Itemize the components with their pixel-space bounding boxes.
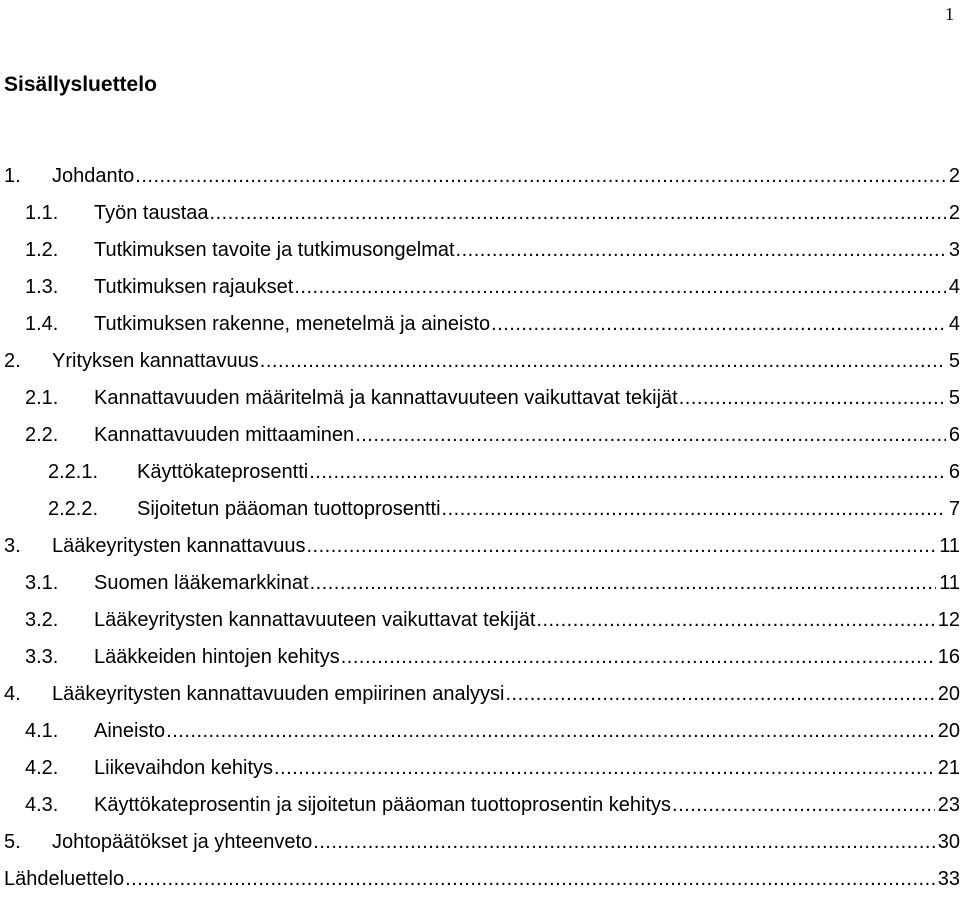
toc-entry-page: 5: [948, 387, 960, 409]
toc-entry[interactable]: [0, 343, 960, 380]
toc-entry-title: Sijoitetun pääoman tuottoprosentti: [137, 491, 441, 528]
toc-title: Sisällysluettelo: [4, 73, 157, 96]
toc-entry-title: Suomen lääkemarkkinat: [94, 565, 309, 602]
dot-leader: [672, 787, 935, 824]
toc-entry-number: 4.1.: [25, 720, 59, 742]
dot-leader: [491, 306, 946, 343]
toc-entry[interactable]: [0, 824, 960, 861]
toc-entry-title: Käyttökateprosentti: [137, 454, 308, 491]
toc-entry-title: Käyttökateprosentin ja sijoitetun pääoman tuottoprosentin kehitys: [94, 787, 671, 824]
toc-entry-number: 4.: [4, 683, 21, 705]
toc-entry-title: Yrityksen kannattavuus: [52, 343, 259, 380]
dot-leader: [294, 269, 946, 306]
toc-entry[interactable]: [0, 750, 960, 787]
toc-entry[interactable]: [0, 639, 960, 676]
toc-entry-page: 4: [948, 313, 960, 335]
toc-entry-page: 4: [948, 276, 960, 298]
dot-leader: [135, 158, 946, 195]
dot-leader: [125, 861, 935, 898]
dot-leader: [210, 195, 946, 232]
toc-entry-title: Tutkimuksen tavoite ja tutkimusongelmat: [94, 232, 455, 269]
toc-entry-number: 5.: [4, 831, 21, 853]
toc-entry-title: Kannattavuuden määritelmä ja kannattavuuteen vaikuttavat tekijät: [94, 380, 678, 417]
toc-entry-title: Tutkimuksen rajaukset: [94, 269, 293, 306]
toc-entry-number: 1.2.: [25, 239, 59, 261]
toc-entry-page: 5: [948, 350, 960, 372]
toc-entry[interactable]: [0, 306, 960, 343]
toc-entry-page: 33: [937, 868, 960, 890]
dot-leader: [456, 232, 946, 269]
toc-entry[interactable]: [0, 269, 960, 306]
dot-leader: [313, 824, 935, 861]
toc-entry[interactable]: [0, 417, 960, 454]
toc-entry-page: 12: [937, 609, 960, 631]
toc-entry-page: 20: [937, 683, 960, 705]
toc-entry-page: 6: [948, 461, 960, 483]
toc-entry-page: 3: [948, 239, 960, 261]
toc-entry-title: Lääkeyritysten kannattavuuden empiirinen analyysi: [52, 676, 505, 713]
toc-entry-number: 1.: [4, 165, 21, 187]
toc-entry-title: Liikevaihdon kehitys: [94, 750, 273, 787]
toc-entry-number: 4.2.: [25, 757, 59, 779]
toc-entry-title: Kannattavuuden mittaaminen: [94, 417, 354, 454]
toc-entry-number: 2.2.: [25, 424, 59, 446]
toc-entry-title: Johdanto: [52, 158, 134, 195]
toc-entry-page: 2: [948, 202, 960, 224]
dot-leader: [679, 380, 946, 417]
dot-leader: [442, 491, 946, 528]
dot-leader: [355, 417, 946, 454]
toc-entry-title: Aineisto: [94, 713, 165, 750]
toc-entry[interactable]: [0, 528, 960, 565]
toc-entry-page: 23: [937, 794, 960, 816]
toc-entry[interactable]: [0, 565, 960, 602]
toc-entry[interactable]: [0, 491, 960, 528]
toc-entry-number: 3.1.: [25, 572, 59, 594]
toc-entry-title: Lääkeyritysten kannattavuus: [52, 528, 306, 565]
toc-entry-number: 2.: [4, 350, 21, 372]
toc-entry-title: Työn taustaa: [94, 195, 209, 232]
toc-entry-page: 21: [937, 757, 960, 779]
toc-entry[interactable]: [0, 602, 960, 639]
toc-entry-number: 2.2.1.: [48, 461, 99, 483]
toc-entry-number: 2.1.: [25, 387, 59, 409]
dot-leader: [341, 639, 935, 676]
toc-entry-title: Lääkeyritysten kannattavuuteen vaikuttavat tekijät: [94, 602, 535, 639]
toc-entry[interactable]: [0, 380, 960, 417]
toc-entry-page: 7: [948, 498, 960, 520]
toc-entry[interactable]: [0, 454, 960, 491]
dot-leader: [506, 676, 935, 713]
toc-entry-title: Lähdeluettelo: [4, 861, 124, 898]
toc-entry-number: 4.3.: [25, 794, 59, 816]
toc-entry[interactable]: [0, 861, 960, 898]
toc-entry-title: Tutkimuksen rakenne, menetelmä ja aineisto: [94, 306, 490, 343]
toc-entry-page: 30: [937, 831, 960, 853]
dot-leader: [274, 750, 935, 787]
toc-entry-number: 2.2.2.: [48, 498, 99, 520]
toc-entry-page: 20: [937, 720, 960, 742]
toc-entry-page: 6: [948, 424, 960, 446]
toc-entry-page: 11: [939, 572, 960, 594]
dot-leader: [166, 713, 935, 750]
toc-entry-number: 1.1.: [25, 202, 59, 224]
toc-list: [0, 158, 960, 898]
toc-entry-number: 1.4.: [25, 313, 59, 335]
toc-entry-number: 3.3.: [25, 646, 59, 668]
dot-leader: [309, 454, 946, 491]
toc-entry[interactable]: [0, 158, 960, 195]
toc-entry-number: 1.3.: [25, 276, 59, 298]
dot-leader: [307, 528, 937, 565]
dot-leader: [260, 343, 946, 380]
dot-leader: [536, 602, 934, 639]
toc-entry[interactable]: [0, 195, 960, 232]
toc-entry-page: 11: [939, 535, 960, 557]
toc-entry-number: 3.: [4, 535, 21, 557]
toc-entry-page: 2: [948, 165, 960, 187]
toc-entry[interactable]: [0, 676, 960, 713]
toc-entry-title: Johtopäätökset ja yhteenveto: [52, 824, 312, 861]
toc-entry-number: 3.2.: [25, 609, 59, 631]
toc-entry[interactable]: [0, 713, 960, 750]
page-number: 1: [945, 4, 954, 24]
toc-entry[interactable]: [0, 787, 960, 824]
toc-entry[interactable]: [0, 232, 960, 269]
toc-entry-title: Lääkkeiden hintojen kehitys: [94, 639, 340, 676]
toc-entry-page: 16: [937, 646, 960, 668]
dot-leader: [310, 565, 937, 602]
